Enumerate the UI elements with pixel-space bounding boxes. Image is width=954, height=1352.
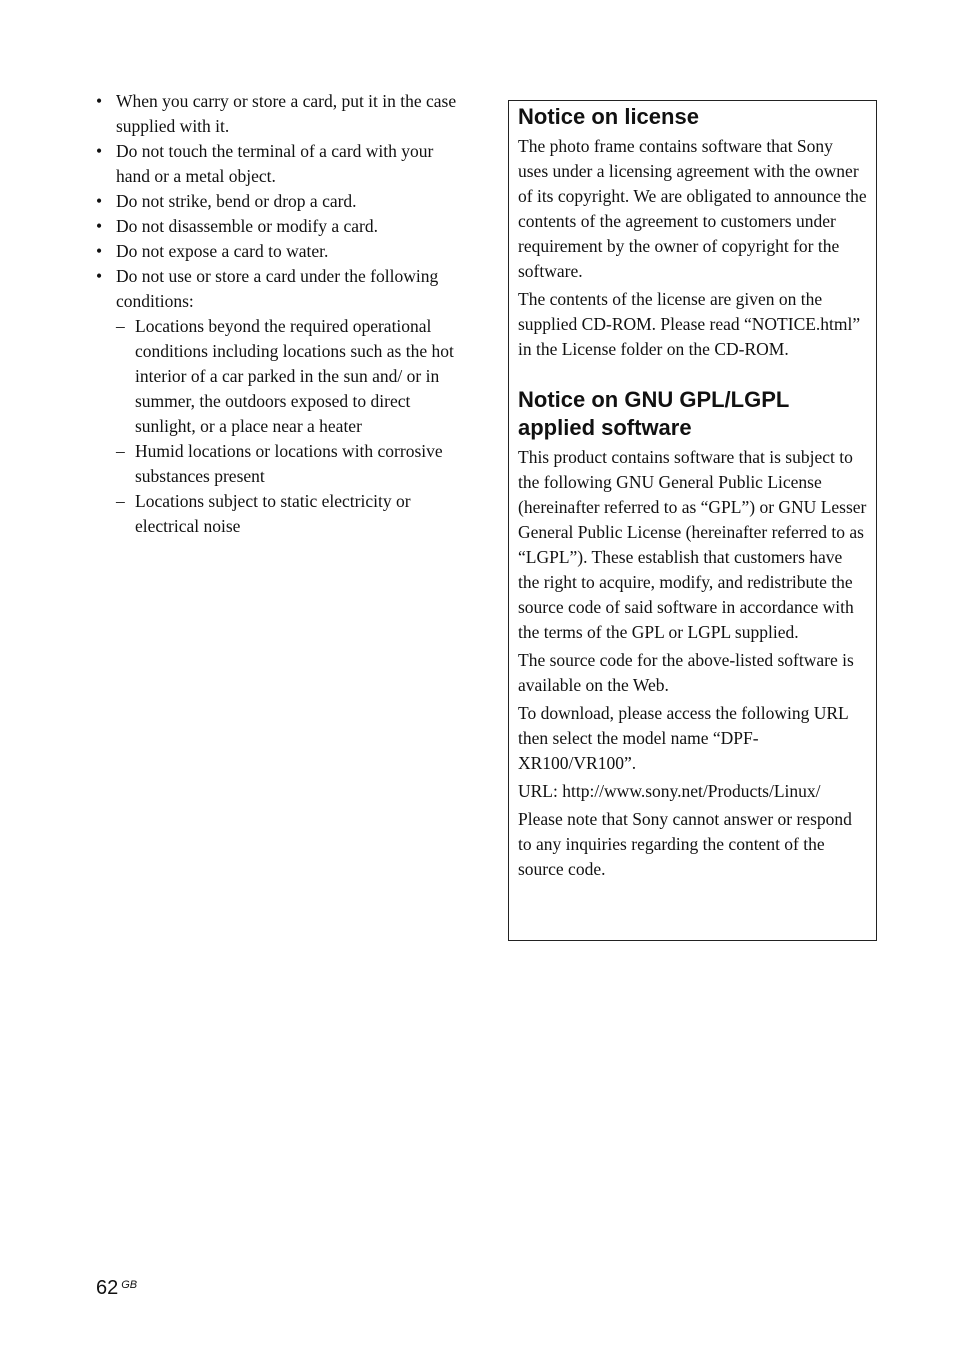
precaution-item: [96, 189, 468, 214]
license-paragraph: The contents of the license are given on the supplied CD-ROM. Please read “NOTICE.html” in the License folder on the CD-ROM.: [518, 289, 861, 359]
precaution-text: Do not disassemble or modify a card.: [116, 216, 378, 236]
dash-icon: –: [116, 441, 125, 461]
page-number: 62: [96, 1277, 119, 1299]
precaution-text: Do not expose a card to water.: [116, 241, 329, 261]
precaution-item: [96, 264, 468, 539]
condition-text: Humid locations or locations with corrosive substances present: [135, 441, 443, 486]
condition-text: Locations beyond the required operational conditions including locations such as the hot interior of a car parked in the sun and/ or in summer, the outdoors exposed to direct sunlight, or a place near a heater: [135, 316, 454, 436]
bullet-icon: •: [96, 266, 103, 286]
precaution-text: When you carry or store a card, put it in the case supplied with it.: [116, 91, 457, 136]
condition-item: [116, 439, 468, 489]
bullet-icon: •: [96, 191, 103, 211]
precaution-text: Do not strike, bend or drop a card.: [116, 191, 357, 211]
precaution-item: [96, 89, 468, 139]
gpl-heading-line2: applied software: [518, 415, 692, 440]
gpl-heading-line1: Notice on GNU GPL/LGPL: [518, 387, 790, 412]
license-paragraph: The photo frame contains software that Sony uses under a licensing agreement with the owner of its copyright. We are obligated to announce the contents of the agreement to customers under requirement by the owner of copyright for the software.: [518, 136, 867, 281]
region-code: GB: [121, 1278, 138, 1291]
precaution-text: Do not touch the terminal of a card with your hand or a metal object.: [116, 141, 434, 186]
source-url: URL: http://www.sony.net/Products/Linux/: [518, 781, 821, 801]
precaution-text: Do not use or store a card under the following conditions:: [116, 266, 439, 311]
precaution-item: [96, 239, 468, 264]
page-footer: [96, 1277, 137, 1300]
dash-icon: –: [116, 491, 125, 511]
gpl-paragraph: The source code for the above-listed software is available on the Web.: [518, 650, 854, 695]
gpl-paragraph: Please note that Sony cannot answer or respond to any inquiries regarding the content of the source code.: [518, 809, 852, 879]
license-heading: Notice on license: [518, 104, 699, 129]
bullet-icon: •: [96, 91, 103, 111]
gpl-paragraph: This product contains software that is subject to the following GNU General Public License (hereinafter referred to as “GPL”) or GNU Lesser General Public License (hereinafter referred to as “LGPL”). These establish that customers have the right to acquire, modify, and redistribute the source code of said software in accordance with the terms of the GPL or LGPL supplied.: [518, 447, 867, 642]
bullet-icon: •: [96, 141, 103, 161]
condition-sublist: [116, 314, 468, 539]
condition-item: [116, 489, 468, 539]
notice-box: [508, 100, 877, 941]
condition-text: Locations subject to static electricity or electrical noise: [135, 491, 411, 536]
condition-item: [116, 314, 468, 439]
precaution-item: [96, 139, 468, 189]
card-handling-precautions: [96, 89, 468, 539]
bullet-icon: •: [96, 216, 103, 236]
bullet-icon: •: [96, 241, 103, 261]
precaution-list: [96, 89, 468, 539]
gpl-paragraph: To download, please access the following URL then select the model name “DPF-XR100/VR100”.: [518, 703, 849, 773]
precaution-item: [96, 214, 468, 239]
dash-icon: –: [116, 316, 125, 336]
gpl-heading: [518, 386, 867, 442]
